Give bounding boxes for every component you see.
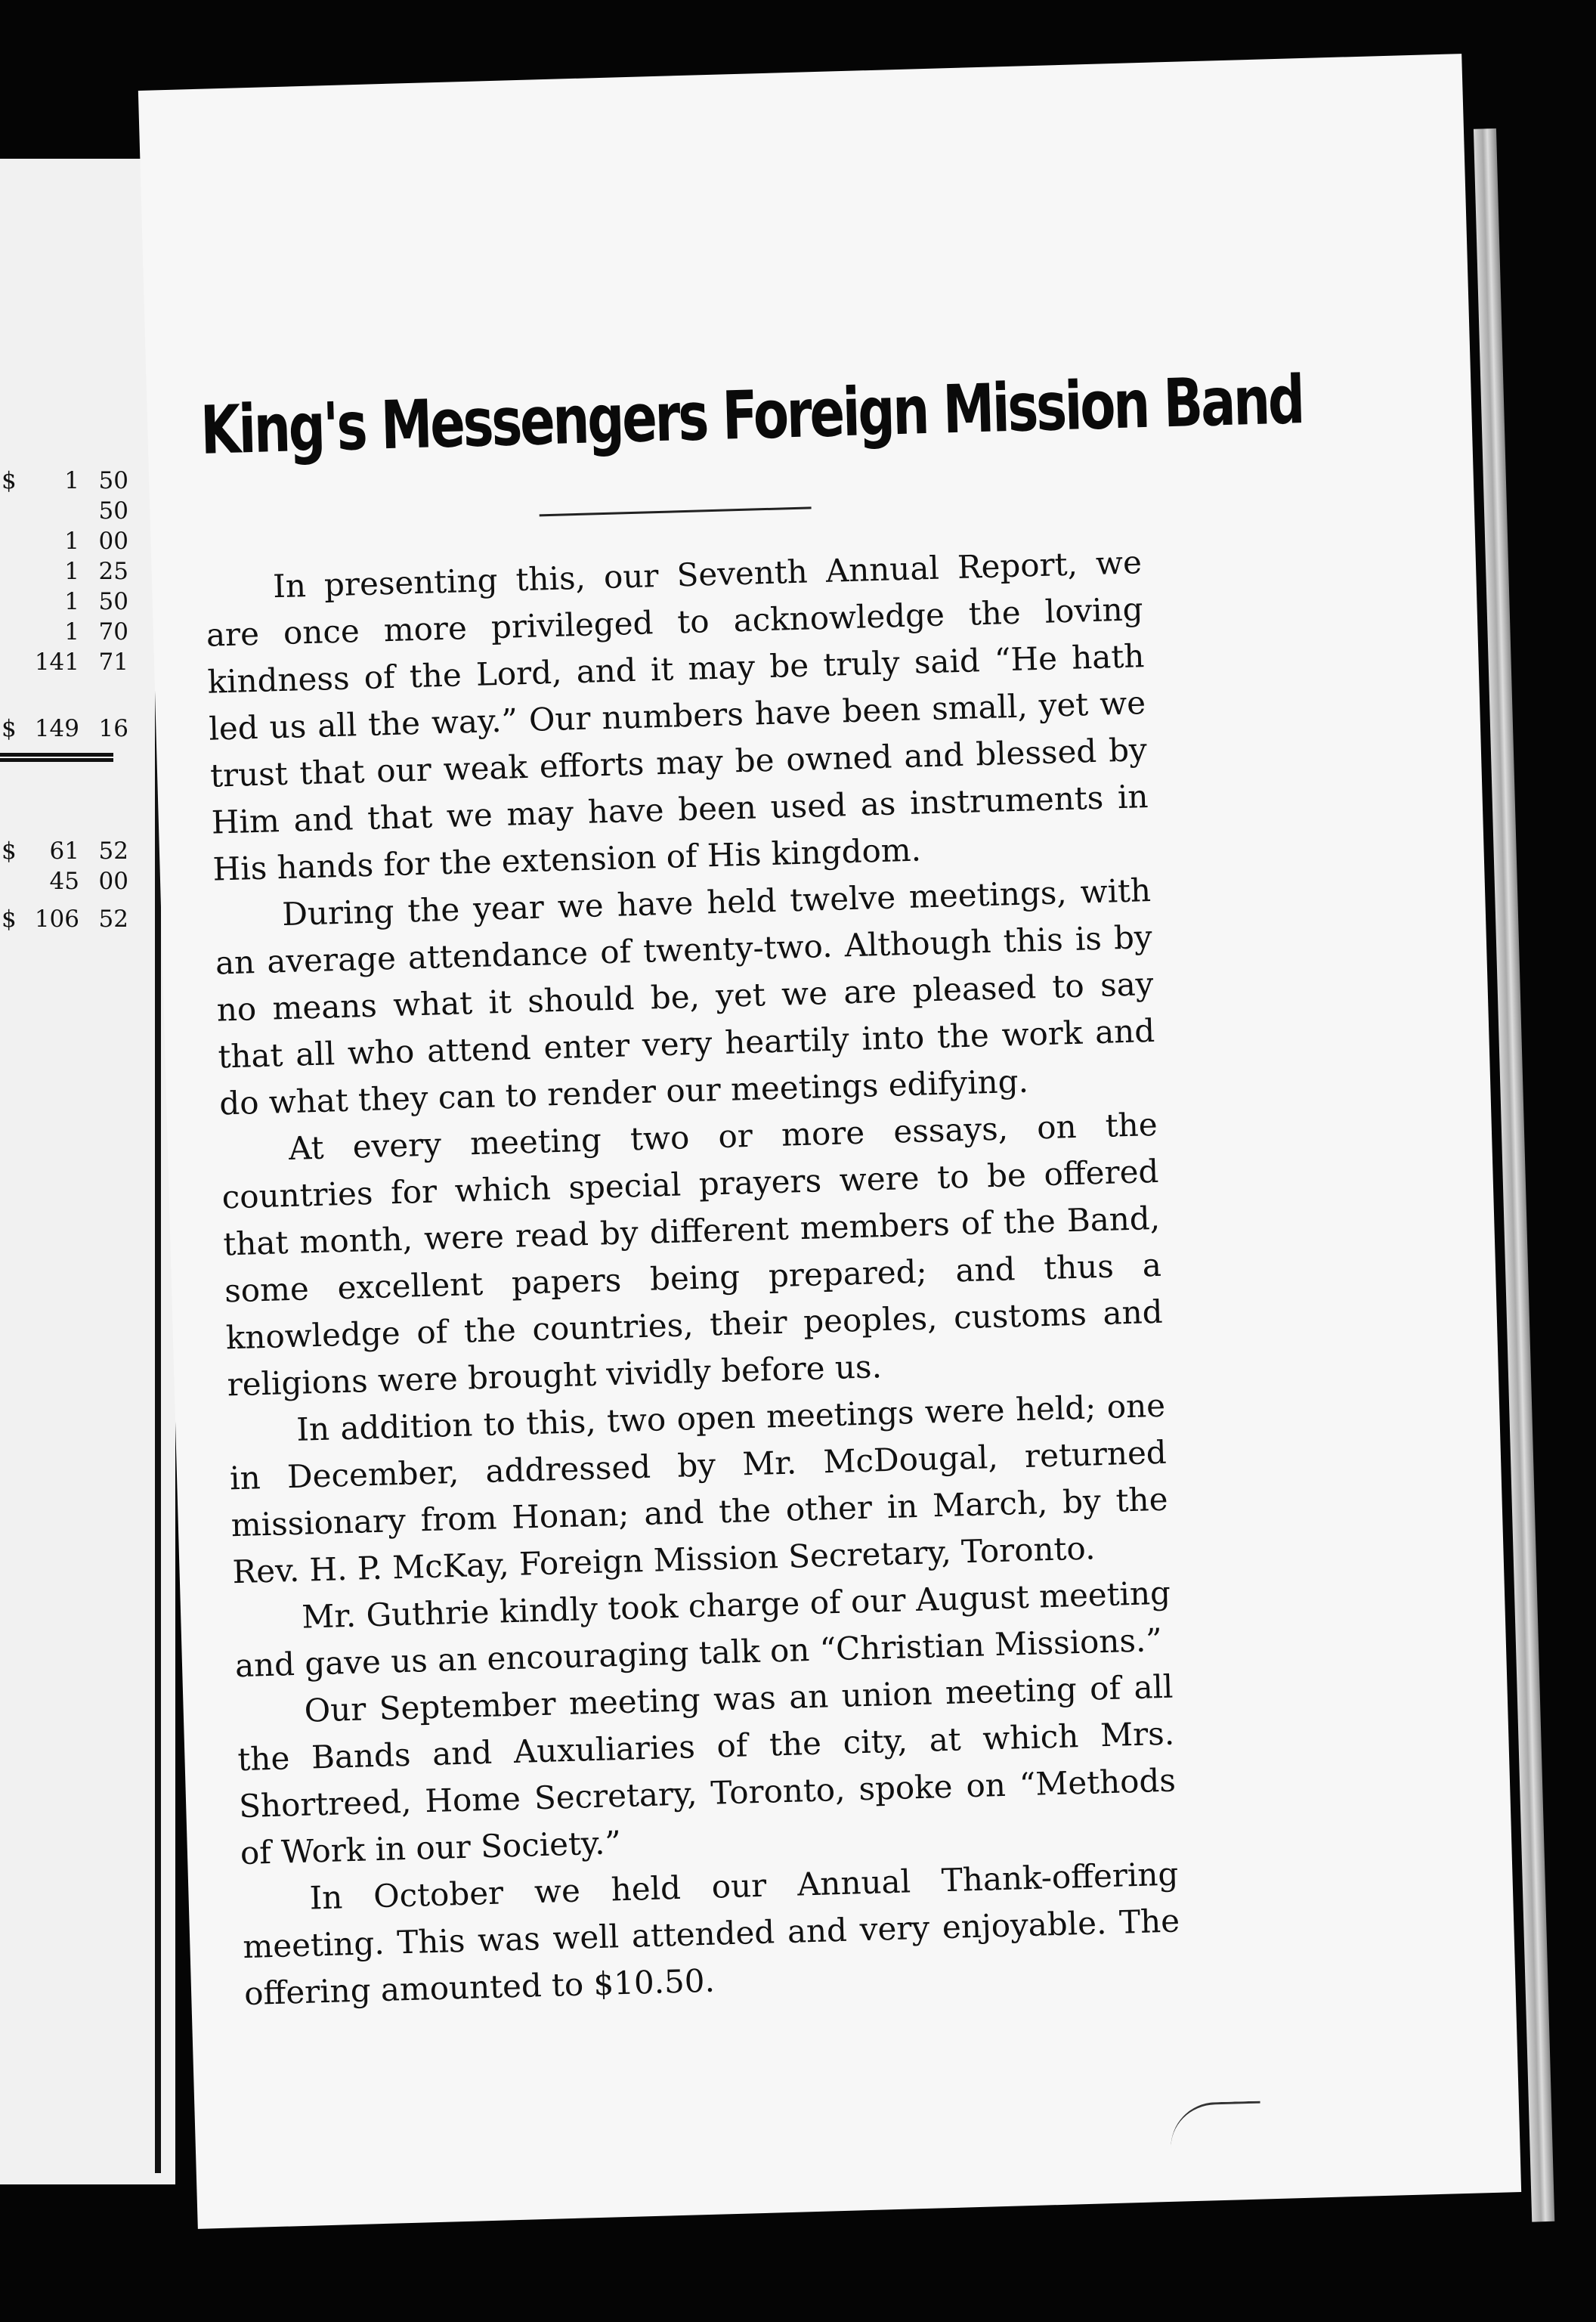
ledger-row xyxy=(0,649,136,677)
report-body xyxy=(204,539,1181,2017)
paragraph: Mr. Guthrie kindly took charge of our August meeting and gave us an encouraging talk on “Christian Missions.” xyxy=(234,1574,1171,1685)
ledger-row xyxy=(0,528,136,556)
ledger-total-row xyxy=(0,906,136,934)
ledger-row xyxy=(0,467,136,496)
currency-sign: $ xyxy=(2,715,17,742)
ledger-row xyxy=(0,618,136,647)
dollars: 45 xyxy=(49,868,79,895)
dollars: 61 xyxy=(49,837,79,865)
cents: 16 xyxy=(98,715,128,742)
ledger-total-row xyxy=(0,715,136,744)
cents: 70 xyxy=(98,618,128,646)
ledger-row xyxy=(0,588,136,617)
dollars: 1 xyxy=(64,528,79,555)
cents: 25 xyxy=(98,558,128,585)
dollars: 1 xyxy=(64,618,79,646)
report-page xyxy=(138,54,1521,2229)
cents: 50 xyxy=(98,497,128,525)
cents: 00 xyxy=(98,868,128,895)
cents: 00 xyxy=(98,528,128,555)
ledger-row xyxy=(0,868,136,896)
double-rule xyxy=(0,753,113,762)
currency-sign: $ xyxy=(2,467,17,494)
page-edge xyxy=(1474,128,1554,2222)
currency-sign: $ xyxy=(2,837,17,865)
page-curl xyxy=(1170,2101,1262,2151)
dollars: 1 xyxy=(64,588,79,615)
currency-sign: $ xyxy=(2,906,17,933)
cents: 50 xyxy=(98,588,128,615)
ledger-row xyxy=(0,837,136,866)
ledger-row xyxy=(0,497,136,526)
paragraph: During the year we have held twelve meetings, with an average attendance of twenty-two. Although this is by no means what it should be, yet we are pleased to say that all who attend enter very heartily into the work and do what they can to render our meetings edifying. xyxy=(215,872,1155,1122)
dollars: 1 xyxy=(64,467,79,494)
cents: 71 xyxy=(98,649,128,676)
cents: 52 xyxy=(98,837,128,865)
ledger-row xyxy=(0,558,136,587)
paragraph: In October we held our Annual Thank-offering meeting. This was well attended and very enjoyable. The offering amounted to $10.50. xyxy=(242,1855,1180,2013)
paragraph: Our September meeting was an union meeting of all the Bands and Auxuliaries of the city, at which Mrs. Shortreed, Home Secretary, Toronto, spoke on “Methods of Work in our Society.” xyxy=(237,1667,1177,1872)
dollars: 149 xyxy=(34,715,79,742)
dollars: 1 xyxy=(64,558,79,585)
page-title: King's Messengers Foreign Mission Band xyxy=(199,361,1304,469)
paragraph: At every meeting two or more essays, on the countries for which special prayers were to be offered that month, were read by different members of the Band, some excellent papers being prepared; and thus a knowledge of the countries, their peoples, customs and religions were brought vividly before us. xyxy=(221,1105,1164,1404)
cents: 52 xyxy=(98,906,128,933)
dollars: 106 xyxy=(34,906,79,933)
paragraph: In presenting this, our Seventh Annual Report, we are once more privileged to acknowledge the loving kindness of the Lord, and it may be truly said “He hath led us all the way.” Our numbers have been small, yet we trust that our weak efforts may be owned and blessed by Him and that we may have been used as instruments in His hands for the extension of His kingdom. xyxy=(206,543,1149,888)
title-rule xyxy=(540,506,812,516)
dollars: 141 xyxy=(34,649,79,676)
cents: 50 xyxy=(98,467,128,494)
paragraph: In addition to this, two open meetings were held; one in December, addressed by Mr. McDougal, returned missionary from Honan; and the other in March, by the Rev. H. P. McKay, Foreign Mission Secretary, Toronto. xyxy=(229,1386,1169,1591)
